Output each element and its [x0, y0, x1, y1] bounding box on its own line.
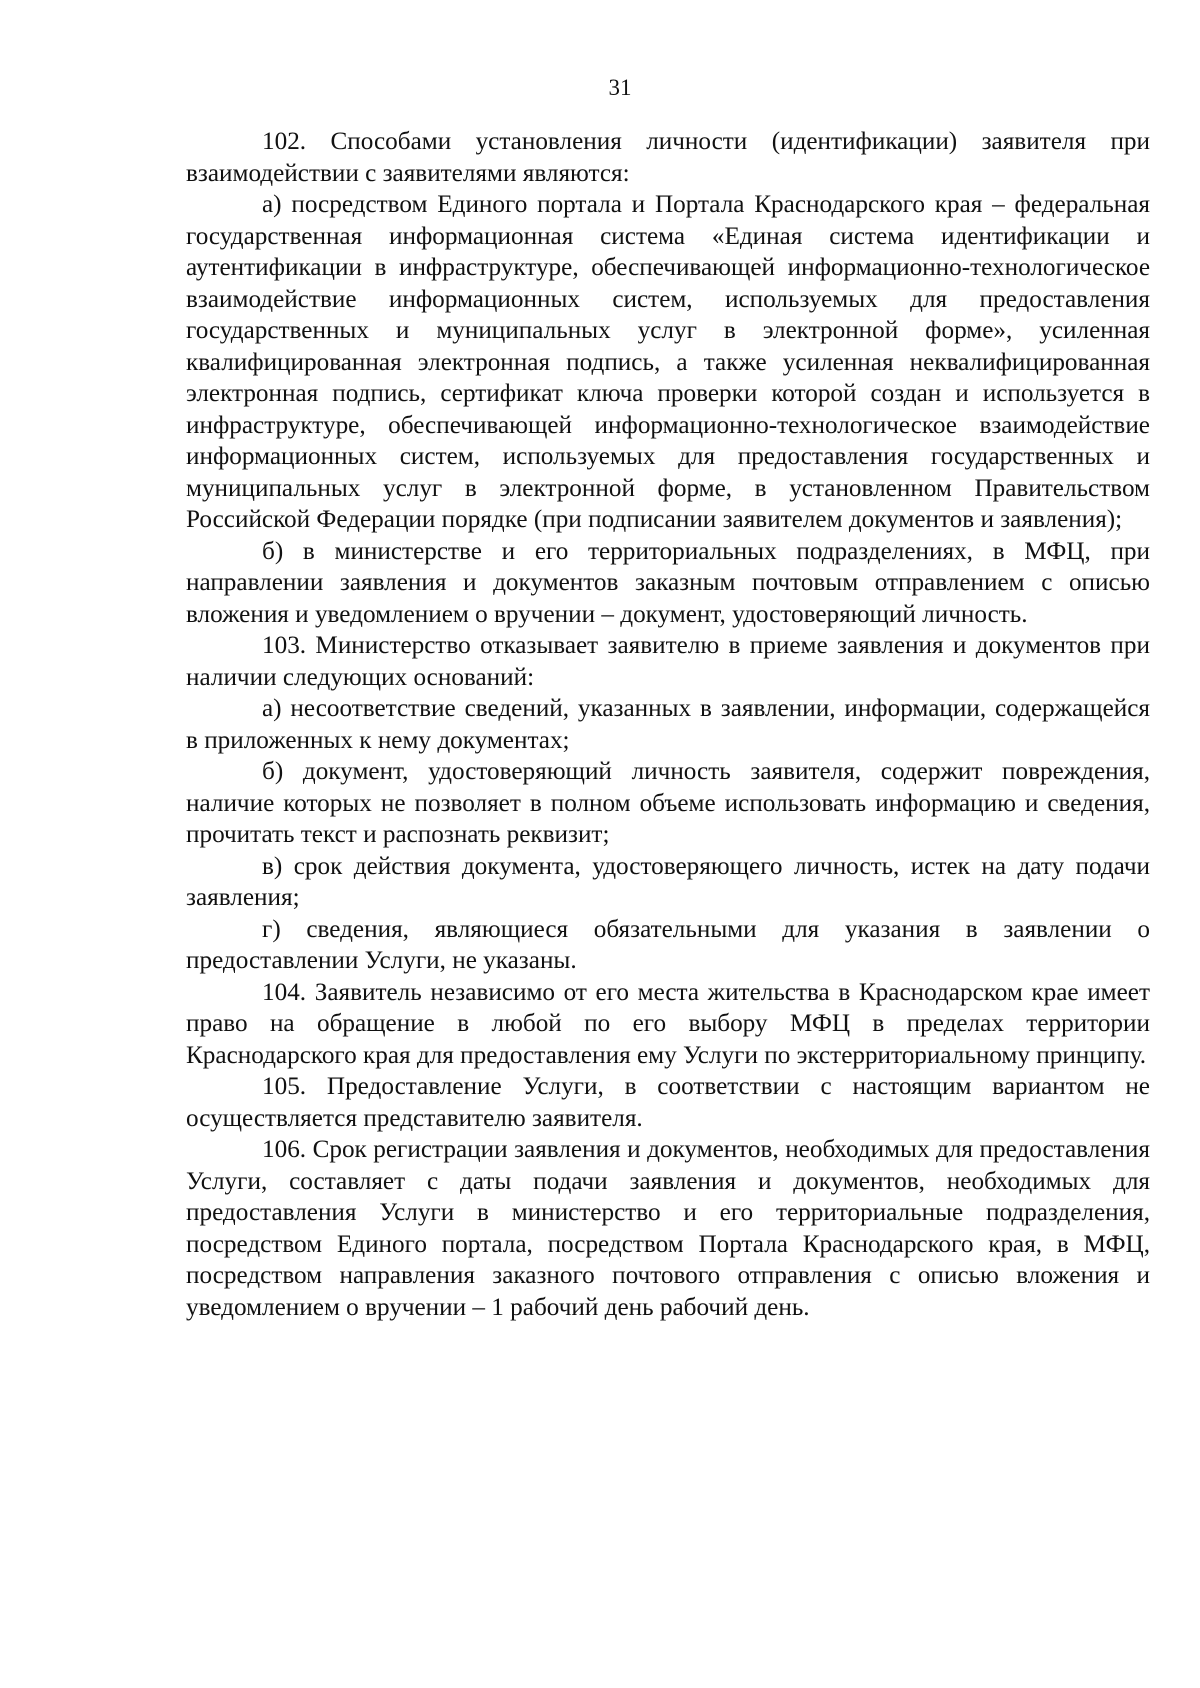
- paragraph-105: 105. Предоставление Услуги, в соответствии с настоящим вариантом не осуществляется представителю заявителя.: [186, 1073, 1150, 1132]
- paragraph-103: 103. Министерство отказывает заявителю в приеме заявления и документов при наличии следующих оснований:: [186, 632, 1150, 691]
- document-body: [186, 126, 1150, 1323]
- paragraph-103-g: г) сведения, являющиеся обязательными для указания в заявлении о предоставлении Услуги, не указаны.: [186, 915, 1150, 974]
- paragraph-104: 104. Заявитель независимо от его места жительства в Краснодарском крае имеет право на обращение в любой по его выбору МФЦ в пределах территории Краснодарского края для предоставления ему Услуги по экстерриториальному принципу.: [186, 978, 1150, 1069]
- page-number: 31: [608, 75, 632, 100]
- paragraph-102: 102. Способами установления личности (идентификации) заявителя при взаимодействии с заявителями являются:: [186, 128, 1150, 187]
- paragraph-103-b: б) документ, удостоверяющий личность заявителя, содержит повреждения, наличие которых не позволяет в полном объеме использовать информацию и сведения, прочитать текст и распознать реквизит;: [186, 758, 1150, 848]
- paragraph-106: 106. Срок регистрации заявления и документов, необходимых для предоставления Услуги, составляет с даты подачи заявления и документов, необходимых для предоставления Услуги в министерство и его территориальные подразделения, посредством Единого портала, посредством Портала Краснодарского края, в МФЦ, посредством направления заказного почтового отправления с описью вложения и уведомлением о вручении – 1 рабочий день рабочий день.: [186, 1136, 1150, 1321]
- paragraph-103-a: а) несоответствие сведений, указанных в заявлении, информации, содержащейся в приложенных к нему документах;: [186, 695, 1150, 754]
- paragraph-102-a: а) посредством Единого портала и Портала Краснодарского края – федеральная государственная информационная система «Единая система идентификации и аутентификации в инфраструктуре, обеспечивающей информационно-технологическое взаимодействие информационных систем, используемых для предоставления государственных и муниципальных услуг в электронной форме», усиленная квалифицированная электронная подпись, а также усиленная неквалифицированная электронная подпись, сертификат ключа проверки которой создан и используется в инфраструктуре, обеспечивающей информационно-технологическое взаимодействие информационных систем, используемых для предоставления государственных и муниципальных услуг в электронной форме, в установленном Правительством Российской Федерации порядке (при подписании заявителем документов и заявления);: [186, 191, 1150, 533]
- paragraph-103-v: в) срок действия документа, удостоверяющего личность, истек на дату подачи заявления;: [186, 852, 1150, 911]
- paragraph-102-b: б) в министерстве и его территориальных подразделениях, в МФЦ, при направлении заявления и документов заказным почтовым отправлением с описью вложения и уведомлением о вручении – документ, удостоверяющий личность.: [186, 537, 1150, 628]
